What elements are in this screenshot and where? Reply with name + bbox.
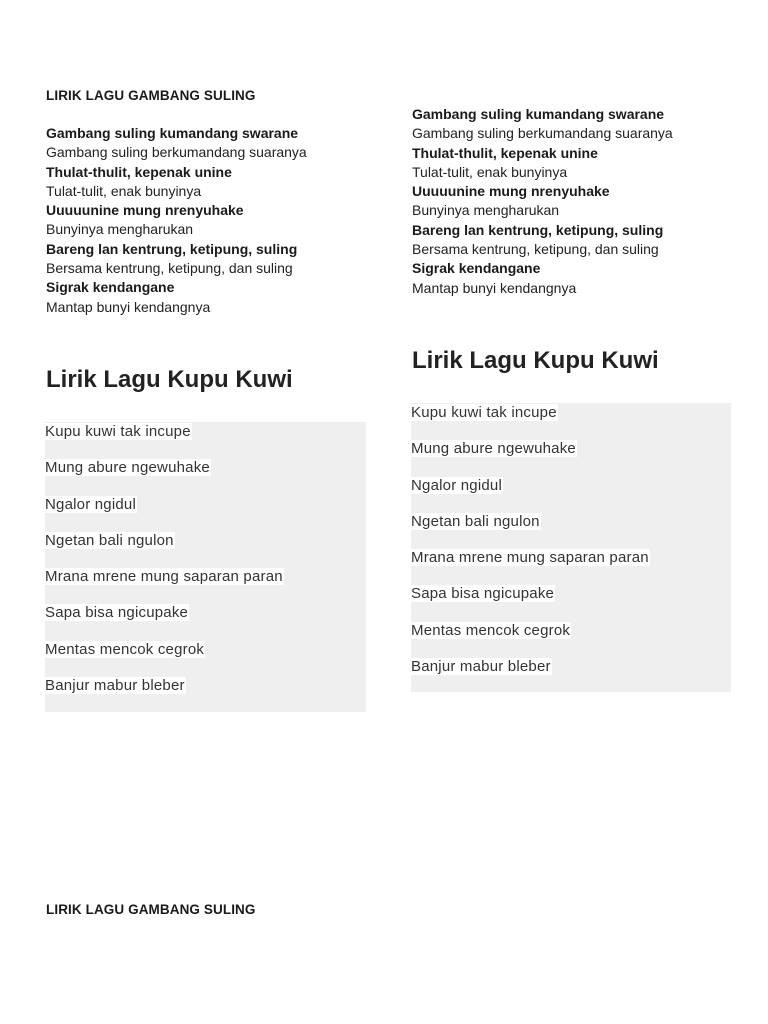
- lyric-line-javanese: Sigrak kendangane: [46, 279, 175, 296]
- lyric-line-javanese: Uuuuunine mung nrenyuhake: [46, 202, 244, 219]
- verse-line: Kupu kuwi tak incupe: [45, 423, 191, 440]
- verse-line: Ngetan bali ngulon: [45, 531, 174, 549]
- verse-line: Banjur mabur bleber: [45, 677, 185, 695]
- gambang-suling-lyrics-left: [46, 124, 376, 317]
- verse-line: Ngalor ngidul: [411, 476, 502, 494]
- left-column: [46, 88, 376, 103]
- lyric-line-javanese: Uuuuunine mung nrenyuhake: [412, 183, 610, 200]
- verse-line: Mung abure ngewuhake: [45, 459, 210, 477]
- gambang-suling-lyrics-right: [412, 105, 742, 298]
- lyric-line-javanese: Gambang suling kumandang swarane: [46, 125, 299, 141]
- verse-line: Ngalor ngidul: [45, 495, 136, 513]
- lyric-line-translation: Gambang suling berkumandang suaranya: [46, 144, 307, 161]
- lyric-line-javanese: Sigrak kendangane: [412, 260, 541, 277]
- kupu-kuwi-heading-right: Lirik Lagu Kupu Kuwi: [412, 347, 659, 374]
- verse-line: Sapa bisa ngicupake: [411, 585, 555, 603]
- kupu-kuwi-verse-panel-left: [45, 422, 366, 712]
- verse-line: Sapa bisa ngicupake: [45, 604, 189, 622]
- verse-line: Kupu kuwi tak incupe: [411, 404, 557, 421]
- verse-line: Mrana mrene mung saparan paran: [411, 549, 649, 567]
- kupu-kuwi-heading-left: Lirik Lagu Kupu Kuwi: [46, 366, 293, 393]
- lyric-line-translation: Tulat-tulit, enak bunyinya: [412, 163, 568, 180]
- lyric-line-javanese: Bareng lan kentrung, ketipung, suling: [46, 240, 298, 257]
- lyric-line-translation: Tulat-tulit, enak bunyinya: [46, 182, 202, 199]
- doc-title: LIRIK LAGU GAMBANG SULING: [46, 88, 256, 103]
- lyric-line-translation: Mantap bunyi kendangnya: [46, 298, 211, 315]
- lyric-line-javanese: Thulat-thulit, kepenak unine: [46, 163, 232, 180]
- lyric-line-translation: Bunyinya mengharukan: [412, 202, 560, 219]
- verse-line: Mentas mencok cegrok: [411, 621, 571, 639]
- verse-line: Banjur mabur bleber: [411, 658, 551, 676]
- verse-line: Ngetan bali ngulon: [411, 512, 540, 530]
- lyric-line-translation: Mantap bunyi kendangnya: [412, 279, 577, 296]
- kupu-kuwi-verse-panel-right: [411, 403, 731, 692]
- verse-line: Mentas mencok cegrok: [45, 640, 205, 658]
- verse-line: Mrana mrene mung saparan paran: [45, 568, 283, 586]
- lyric-line-translation: Gambang suling berkumandang suaranya: [412, 125, 673, 142]
- lyric-line-translation: Bunyinya mengharukan: [46, 221, 194, 238]
- lyric-line-translation: Bersama kentrung, ketipung, dan suling: [412, 241, 659, 258]
- lyric-line-javanese: Bareng lan kentrung, ketipung, suling: [412, 221, 664, 238]
- footer-doc-title: LIRIK LAGU GAMBANG SULING: [46, 902, 256, 917]
- lyric-line-translation: Bersama kentrung, ketipung, dan suling: [46, 260, 293, 277]
- lyric-line-javanese: Gambang suling kumandang swarane: [412, 106, 665, 122]
- verse-line: Mung abure ngewuhake: [411, 440, 576, 458]
- lyric-line-javanese: Thulat-thulit, kepenak unine: [412, 144, 598, 161]
